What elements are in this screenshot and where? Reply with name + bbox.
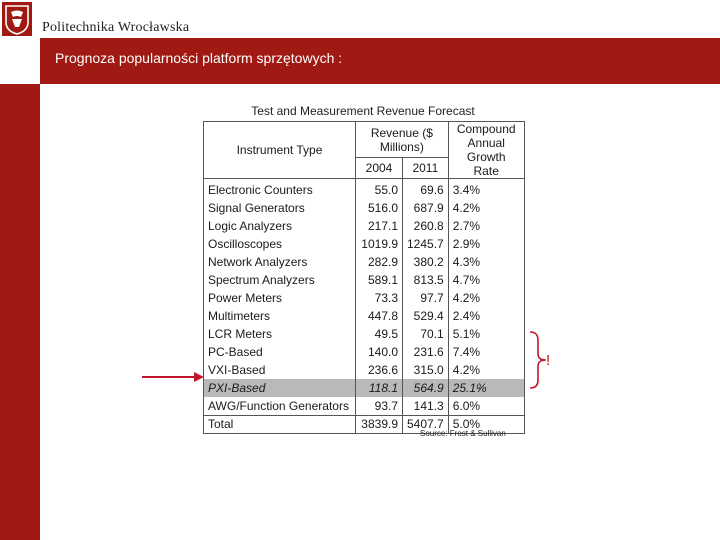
table-row — [204, 343, 525, 361]
instrument-type: Logic Analyzers — [204, 217, 356, 235]
revenue-2011: 70.1 — [403, 325, 449, 343]
revenue-2011: 529.4 — [403, 307, 449, 325]
revenue-forecast-table — [203, 121, 525, 434]
growth-rate: 6.0% — [448, 397, 524, 416]
revenue-2004: 73.3 — [356, 289, 403, 307]
arrow-right-icon — [140, 369, 206, 385]
growth-rate: 4.2% — [448, 289, 524, 307]
revenue-2011: 260.8 — [403, 217, 449, 235]
revenue-2004: 589.1 — [356, 271, 403, 289]
revenue-2011: 564.9 — [403, 379, 449, 397]
revenue-2011: 231.6 — [403, 343, 449, 361]
instrument-type: Spectrum Analyzers — [204, 271, 356, 289]
header-cagr: Compound Annual Growth Rate — [448, 122, 524, 179]
revenue-2004: 93.7 — [356, 397, 403, 416]
table-row — [204, 199, 525, 217]
instrument-type: Multimeters — [204, 307, 356, 325]
growth-rate: 4.7% — [448, 271, 524, 289]
header-year-2004: 2004 — [356, 158, 403, 179]
table-row — [204, 289, 525, 307]
header-instrument-type: Instrument Type — [204, 122, 356, 179]
revenue-2004: 516.0 — [356, 199, 403, 217]
university-name: Politechnika Wrocławska — [42, 20, 190, 35]
growth-rate: 5.1% — [448, 325, 524, 343]
total-growth-rate: 5.0% — [448, 416, 524, 434]
table-row — [204, 307, 525, 325]
table-title: Test and Measurement Revenue Forecast — [251, 104, 475, 118]
table-row — [204, 271, 525, 289]
revenue-2004: 118.1 — [356, 379, 403, 397]
title-band-left — [0, 38, 40, 84]
growth-rate: 3.4% — [448, 179, 524, 200]
header-year-2011: 2011 — [403, 158, 449, 179]
table-row — [204, 397, 525, 416]
growth-rate: 4.2% — [448, 361, 524, 379]
revenue-2011: 69.6 — [403, 179, 449, 200]
header-revenue: Revenue ($ Millions) — [356, 122, 449, 158]
instrument-type: Signal Generators — [204, 199, 356, 217]
growth-rate: 25.1% — [448, 379, 524, 397]
instrument-type: PXI-Based — [204, 379, 356, 397]
revenue-2011: 1245.7 — [403, 235, 449, 253]
instrument-type: LCR Meters — [204, 325, 356, 343]
instrument-type: Oscilloscopes — [204, 235, 356, 253]
revenue-2004: 282.9 — [356, 253, 403, 271]
revenue-2004: 140.0 — [356, 343, 403, 361]
revenue-2011: 141.3 — [403, 397, 449, 416]
growth-rate: 4.2% — [448, 199, 524, 217]
instrument-type: Network Analyzers — [204, 253, 356, 271]
total-2004: 3839.9 — [356, 416, 403, 434]
growth-rate: 2.7% — [448, 217, 524, 235]
table-row — [204, 235, 525, 253]
growth-rate: 2.9% — [448, 235, 524, 253]
revenue-2011: 813.5 — [403, 271, 449, 289]
revenue-2004: 1019.9 — [356, 235, 403, 253]
left-sidebar-bar — [0, 84, 40, 540]
revenue-2004: 55.0 — [356, 179, 403, 200]
revenue-2011: 315.0 — [403, 361, 449, 379]
revenue-2011: 97.7 — [403, 289, 449, 307]
table-row — [204, 325, 525, 343]
total-2011: 5407.7 — [403, 416, 449, 434]
revenue-2004: 236.6 — [356, 361, 403, 379]
table-row-highlighted — [204, 379, 525, 397]
slide-title: Prognoza popularności platform sprzętowych : — [55, 50, 343, 66]
growth-rate: 7.4% — [448, 343, 524, 361]
revenue-2004: 49.5 — [356, 325, 403, 343]
exclamation-mark: ! — [546, 352, 551, 369]
source-note: Source: Frost & Sullivan — [420, 429, 506, 438]
growth-rate: 2.4% — [448, 307, 524, 325]
revenue-2011: 687.9 — [403, 199, 449, 217]
table-row — [204, 179, 525, 200]
instrument-type: VXI-Based — [204, 361, 356, 379]
table-row — [204, 253, 525, 271]
revenue-2004: 217.1 — [356, 217, 403, 235]
top-bar — [0, 0, 720, 38]
instrument-type: AWG/Function Generators — [204, 397, 356, 416]
growth-rate: 4.3% — [448, 253, 524, 271]
total-label: Total — [204, 416, 356, 434]
revenue-2011: 380.2 — [403, 253, 449, 271]
instrument-type: Power Meters — [204, 289, 356, 307]
instrument-type: Electronic Counters — [204, 179, 356, 200]
instrument-type: PC-Based — [204, 343, 356, 361]
table-row — [204, 217, 525, 235]
university-logo-icon — [2, 2, 32, 36]
revenue-2004: 447.8 — [356, 307, 403, 325]
table-row — [204, 361, 525, 379]
